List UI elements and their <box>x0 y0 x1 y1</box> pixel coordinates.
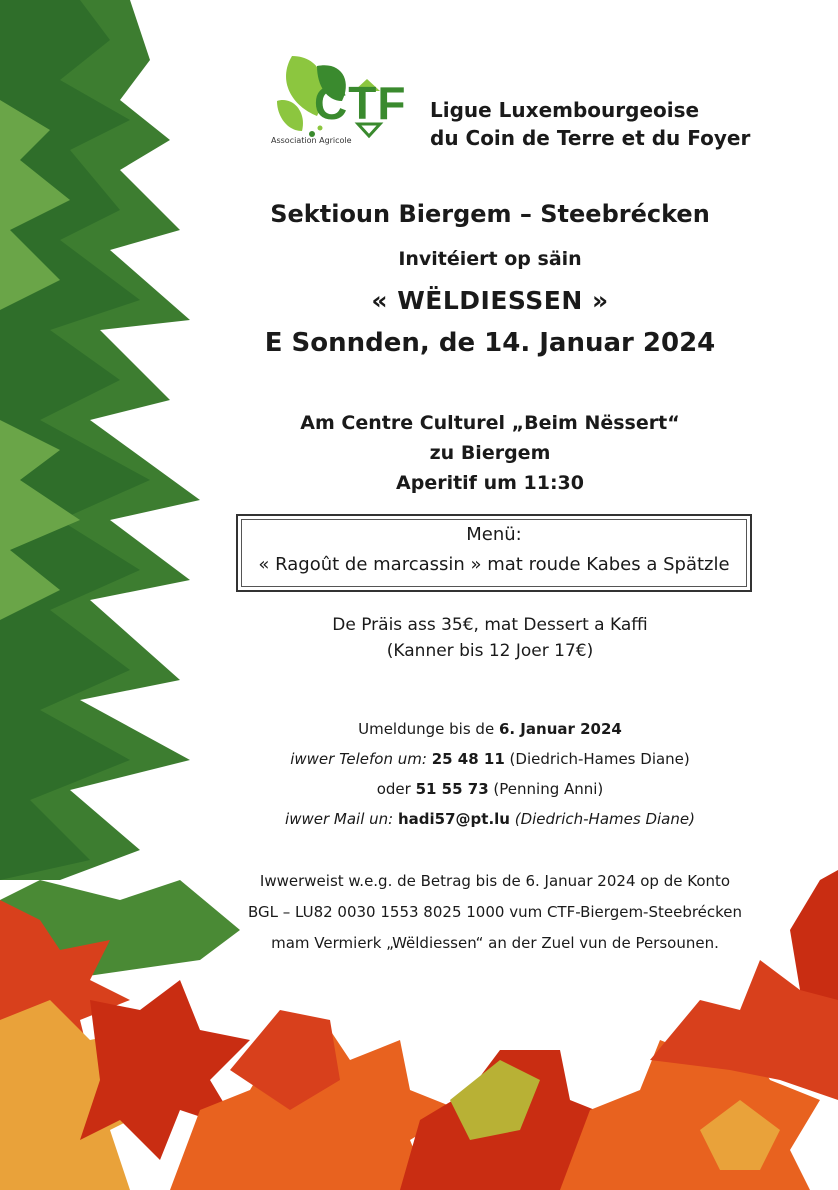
org-name <box>430 96 750 152</box>
registration-block <box>230 714 750 834</box>
association-tagline: Association Agricole <box>271 136 352 145</box>
price-children: (Kanner bis 12 Joer 17€) <box>386 641 594 661</box>
invite-line: Invitéiert op säin <box>398 248 582 270</box>
org-name-line1: Ligue Luxembourgeoise <box>430 98 700 122</box>
price-block <box>230 612 750 664</box>
menu-box <box>236 514 752 592</box>
phone-number-2[interactable]: 51 55 73 <box>415 780 489 798</box>
registration-phone1: iwwer Telefon um: 25 48 11 (Diedrich-Hames Diane) <box>290 750 690 768</box>
phone-number-1[interactable]: 25 48 11 <box>431 750 505 768</box>
section-title: Sektioun Biergem – Steebrécken <box>270 200 710 228</box>
payment-block <box>215 866 775 959</box>
pine-trees <box>0 0 240 980</box>
event-title: « WËLDIESSEN » <box>371 286 609 315</box>
menu-dish: « Ragoût de marcassin » mat roude Kabes a Spätzle <box>258 554 730 575</box>
registration-phone2: oder 51 55 73 (Penning Anni) <box>376 780 604 798</box>
price-adult: De Präis ass 35€, mat Dessert a Kaffi <box>332 615 648 635</box>
venue: Am Centre Culturel „Beim Nëssert“ <box>300 412 680 434</box>
deadline-date: 6. Januar 2024 <box>498 720 622 738</box>
registration-email: iwwer Mail un: hadi57@pt.lu (Diedrich-Hames Diane) <box>285 810 695 828</box>
payment-line1: Iwwerweist w.e.g. de Betrag bis de 6. Januar 2024 op de Konto <box>259 872 731 890</box>
menu-title: Menü: <box>466 524 522 545</box>
event-date: E Sonnden, de 14. Januar 2024 <box>264 328 716 358</box>
org-name-line2: du Coin de Terre et du Foyer <box>430 126 751 150</box>
location-block <box>230 408 750 498</box>
payment-line2: BGL – LU82 0030 1553 8025 1000 vum CTF-Biergem-Steebrécken <box>247 903 743 921</box>
ctf-brand-text: CTF <box>314 77 407 129</box>
town: zu Biergem <box>429 442 551 464</box>
email-link[interactable]: hadi57@pt.lu <box>397 810 510 828</box>
aperitif-time: Aperitif um 11:30 <box>396 472 584 494</box>
registration-deadline: Umeldunge bis de 6. Januar 2024 <box>358 720 622 738</box>
payment-line3: mam Vermierk „Wëldiessen“ an der Zuel vun de Persounen. <box>271 934 719 952</box>
